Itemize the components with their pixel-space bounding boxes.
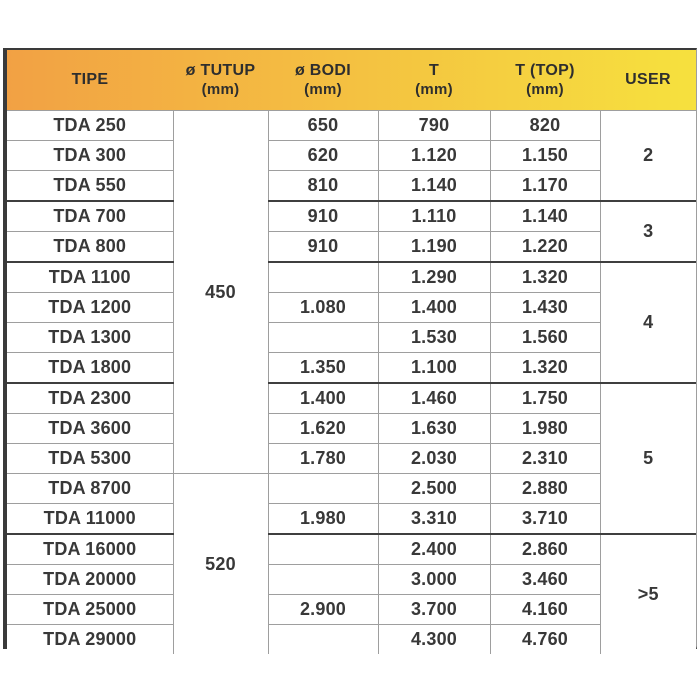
cell-bodi: 1.400	[268, 383, 378, 414]
cell-tipe: TDA 1300	[7, 323, 173, 353]
table-row	[7, 474, 696, 504]
table-row	[7, 141, 696, 171]
cell-tipe: TDA 11000	[7, 504, 173, 535]
table-row	[7, 444, 696, 474]
cell-user-merged: 4	[600, 262, 696, 383]
table-row	[7, 111, 696, 141]
cell-t: 1.530	[378, 323, 490, 353]
cell-t: 2.500	[378, 474, 490, 504]
cell-bodi	[268, 474, 378, 504]
cell-bodi: 910	[268, 232, 378, 263]
cell-ttop: 1.750	[490, 383, 600, 414]
cell-ttop: 1.980	[490, 414, 600, 444]
cell-tipe: TDA 1800	[7, 353, 173, 384]
table-row	[7, 201, 696, 232]
col-header-ttop-unit: (mm)	[526, 80, 564, 98]
cell-t: 1.630	[378, 414, 490, 444]
cell-bodi: 1.350	[268, 353, 378, 384]
table-row	[7, 534, 696, 565]
cell-t: 3.310	[378, 504, 490, 535]
cell-bodi: 910	[268, 201, 378, 232]
table-row	[7, 414, 696, 444]
cell-t: 4.300	[378, 625, 490, 655]
col-header-user-label: USER	[625, 71, 671, 89]
cell-tipe: TDA 2300	[7, 383, 173, 414]
col-header-tutup-label: ø TUTUP	[185, 62, 256, 80]
cell-tipe: TDA 1100	[7, 262, 173, 293]
cell-bodi	[268, 534, 378, 565]
col-header-t	[378, 50, 490, 111]
cell-t: 1.120	[378, 141, 490, 171]
cell-tipe: TDA 700	[7, 201, 173, 232]
cell-t: 1.290	[378, 262, 490, 293]
cell-bodi: 650	[268, 111, 378, 141]
cell-ttop: 3.460	[490, 565, 600, 595]
col-header-tutup	[173, 50, 268, 111]
cell-tutup-merged: 520	[173, 474, 268, 655]
cell-ttop: 2.860	[490, 534, 600, 565]
table-row	[7, 595, 696, 625]
table-row	[7, 383, 696, 414]
cell-t: 1.110	[378, 201, 490, 232]
cell-t: 1.190	[378, 232, 490, 263]
col-header-bodi	[268, 50, 378, 111]
table-row	[7, 504, 696, 535]
col-header-t-unit: (mm)	[415, 80, 453, 98]
cell-t: 1.460	[378, 383, 490, 414]
cell-user-merged: 2	[600, 111, 696, 202]
cell-bodi: 1.980	[268, 504, 378, 535]
cell-ttop: 1.220	[490, 232, 600, 263]
col-header-ttop-label: T (TOP)	[515, 62, 575, 80]
cell-ttop: 3.710	[490, 504, 600, 535]
cell-user-merged: 3	[600, 201, 696, 262]
cell-ttop: 1.320	[490, 353, 600, 384]
cell-ttop: 1.170	[490, 171, 600, 202]
col-header-user	[600, 50, 696, 111]
cell-ttop: 2.880	[490, 474, 600, 504]
cell-user-merged: >5	[600, 534, 696, 654]
cell-tutup-merged: 450	[173, 111, 268, 474]
cell-tipe: TDA 29000	[7, 625, 173, 655]
cell-t: 1.140	[378, 171, 490, 202]
cell-tipe: TDA 25000	[7, 595, 173, 625]
col-header-ttop	[490, 50, 600, 111]
table-header	[7, 50, 696, 111]
cell-tipe: TDA 300	[7, 141, 173, 171]
table-row	[7, 565, 696, 595]
cell-ttop: 4.160	[490, 595, 600, 625]
cell-t: 3.700	[378, 595, 490, 625]
cell-t: 1.400	[378, 293, 490, 323]
cell-tipe: TDA 550	[7, 171, 173, 202]
table-row	[7, 262, 696, 293]
cell-user-merged: 5	[600, 383, 696, 534]
cell-ttop: 4.760	[490, 625, 600, 655]
cell-tipe: TDA 250	[7, 111, 173, 141]
tank-size-table	[7, 50, 696, 654]
cell-bodi: 1.780	[268, 444, 378, 474]
cell-ttop: 2.310	[490, 444, 600, 474]
cell-ttop: 820	[490, 111, 600, 141]
cell-bodi	[268, 625, 378, 655]
cell-t: 3.000	[378, 565, 490, 595]
cell-bodi: 1.620	[268, 414, 378, 444]
cell-t: 1.100	[378, 353, 490, 384]
cell-tipe: TDA 8700	[7, 474, 173, 504]
cell-t: 2.400	[378, 534, 490, 565]
cell-ttop: 1.430	[490, 293, 600, 323]
col-header-tutup-unit: (mm)	[201, 80, 240, 98]
cell-ttop: 1.560	[490, 323, 600, 353]
cell-tipe: TDA 20000	[7, 565, 173, 595]
cell-tipe: TDA 5300	[7, 444, 173, 474]
cell-bodi: 1.080	[268, 293, 378, 323]
col-header-tipe-label: TIPE	[71, 71, 109, 89]
cell-ttop: 1.320	[490, 262, 600, 293]
cell-ttop: 1.140	[490, 201, 600, 232]
col-header-tipe	[7, 50, 173, 111]
col-header-t-label: T	[428, 62, 440, 80]
cell-ttop: 1.150	[490, 141, 600, 171]
table-row	[7, 232, 696, 263]
cell-tipe: TDA 1200	[7, 293, 173, 323]
table-row	[7, 625, 696, 655]
cell-bodi	[268, 262, 378, 293]
cell-t: 790	[378, 111, 490, 141]
table-row	[7, 353, 696, 384]
cell-bodi: 620	[268, 141, 378, 171]
col-header-bodi-unit: (mm)	[304, 80, 342, 98]
table-row	[7, 293, 696, 323]
cell-bodi: 2.900	[268, 595, 378, 625]
cell-t: 2.030	[378, 444, 490, 474]
cell-bodi: 810	[268, 171, 378, 202]
cell-bodi	[268, 565, 378, 595]
table-body	[7, 111, 696, 655]
cell-tipe: TDA 16000	[7, 534, 173, 565]
col-header-bodi-label: ø BODI	[294, 62, 352, 80]
table-row	[7, 171, 696, 202]
cell-tipe: TDA 800	[7, 232, 173, 263]
table-row	[7, 323, 696, 353]
cell-tipe: TDA 3600	[7, 414, 173, 444]
spec-table	[3, 48, 697, 649]
cell-bodi	[268, 323, 378, 353]
